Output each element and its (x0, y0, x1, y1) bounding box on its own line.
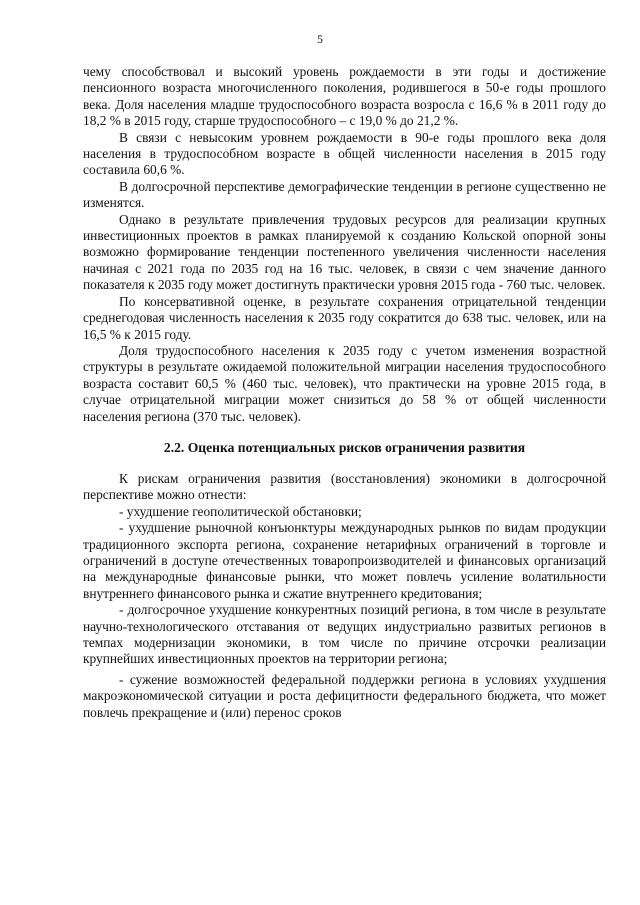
paragraph-working-age-share: В связи с невысоким уровнем рождаемости в 90-е годы прошлого века доля населения в трудоспособном возрасте в общей численности населения в 2015 году составила 60,6 %. (83, 129, 606, 178)
list-item-federal-support: - сужение возможностей федеральной поддержки региона в условиях ухудшения макроэкономической ситуации и роста дефицитности федерального бюджета, что может повлечь прекращение и (или) перенос сроков (83, 671, 606, 720)
list-item-competitiveness: - долгосрочное ухудшение конкурентных позиций региона, в том числе в результате научно-технологического отставания от ведущих индустриально развитых регионов в темпах модернизации экономики, в том числе по причине отсрочки реализации крупнейших инвестиционных проектов на территории региона; (83, 602, 606, 667)
paragraph-working-age-2035: Доля трудоспособного населения к 2035 году с учетом изменения возрастной структуры в результате ожидаемой положительной миграции населения трудоспособного возраста составит 60,5 % (460 тыс. человек), что практически на уровне 2015 года, в случае отрицательной миграции может снизиться до 58 % от общей численности населения региона (370 тыс. человек). (83, 342, 606, 424)
list-item-geopolitics: - ухудшение геополитической обстановки; (119, 503, 362, 519)
section-heading: 2.2. Оценка потенциальных рисков ограничения развития (163, 439, 526, 455)
paragraph-continuation: чему способствовал и высокий уровень рождаемости в эти годы и достижение пенсионного возраста многочисленного поколения, родившегося в 50-е годы прошлого века. Доля населения младше трудоспособного возраста возросла с 16,6 % в 2011 году до 18,2 % в 2015 году, старше трудоспособного – с 19,0 % до 21,2 %. (83, 64, 606, 129)
paragraph-risks-intro: К рискам ограничения развития (восстановления) экономики в долгосрочной перспективе можно отнести: (83, 470, 606, 503)
page-number: 5 (317, 34, 323, 46)
document-body (83, 64, 606, 721)
paragraph-long-term-trends: В долгосрочной перспективе демографические тенденции в регионе существенно не изменятся. (83, 178, 606, 211)
list-item-market-conditions: - ухудшение рыночной конъюнктуры международных рынков по видам продукции традиционного экспорта региона, сохранение нетарифных ограничений в торговле и ограничений в доступе отечественных товаропроизводителей и финансовых организаций на международные финансовые рынки, что может повлечь усиление волатильности внутреннего финансового рынка и сжатие внутреннего кредитования; (83, 520, 606, 601)
paragraph-conservative-estimate: По консервативной оценке, в результате сохранения отрицательной тенденции среднегодовая численность населения к 2035 году сократится до 638 тыс. человек, или на 16,5 % к 2015 году. (83, 293, 606, 342)
paragraph-labor-attraction: Однако в результате привлечения трудовых ресурсов для реализации крупных инвестиционных проектов в рамках планируемой к созданию Кольской опорной зоны возможно формирование тенденции постепенного увеличения численности населения начиная с 2021 года по 2035 год на 16 тыс. человек, в связи с чем значение данного показателя к 2035 году может достигнуть практически уровня 2015 года - 760 тыс. человек. (83, 211, 606, 293)
